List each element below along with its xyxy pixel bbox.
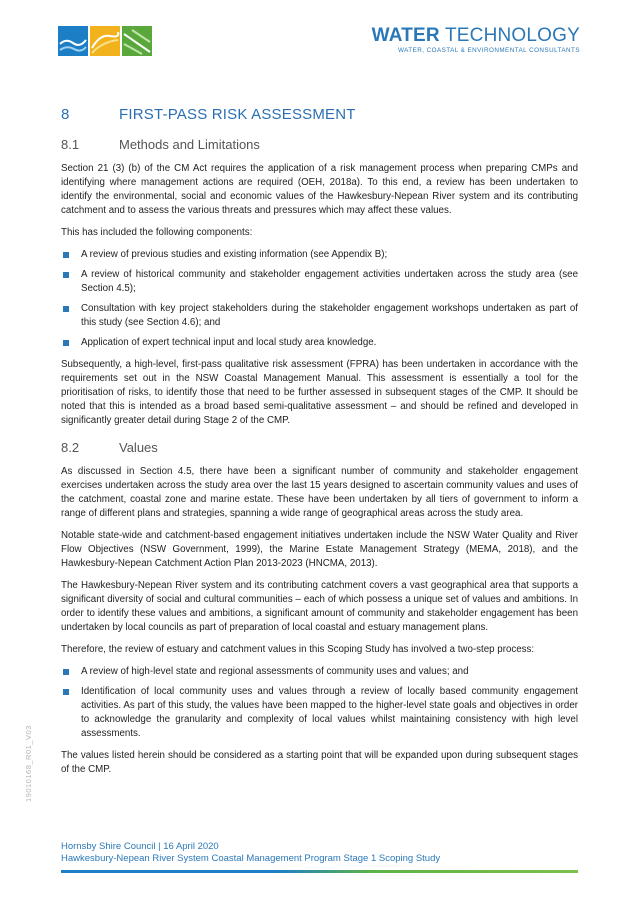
list-item-text: A review of previous studies and existing information (see Appendix B); bbox=[81, 249, 388, 260]
list-item bbox=[61, 302, 578, 330]
list-item-text: A review of high-level state and regional assessments of community uses and values; and bbox=[81, 666, 469, 677]
paragraph: Therefore, the review of estuary and catchment values in this Scoping Study has involved a two-step process: bbox=[61, 644, 535, 655]
subsection-heading-methods bbox=[61, 137, 578, 152]
square-bullet-icon bbox=[63, 306, 69, 312]
brand-name-bold: WATER bbox=[371, 25, 440, 46]
water-technology-logo bbox=[372, 26, 580, 54]
page-footer bbox=[61, 841, 440, 864]
paragraph: Section 21 (3) (b) of the CM Act requires the application of a risk management process when preparing CMPs and identifying where management actions are required (OEH, 2018a). To this end, a review has been undertaken to identify the environmental, social and economic values of the Hawkesbury-Nepean River system and its contributing catchment and to assess the various threats and pressures which may affect these values. bbox=[61, 163, 578, 216]
paragraph: The Hawkesbury-Nepean River system and its contributing catchment covers a vast geographical area that supports a significant diversity of social and cultural communities – each of which possess a unique set of values and ambitions. In order to identify these values and ambitions, a significant amount of community and stakeholder engagement has been undertaken by local councils as part of preparation of local coastal and estuary management plans. bbox=[61, 580, 578, 633]
brand-tagline: WATER, COASTAL & ENVIRONMENTAL CONSULTANTS bbox=[397, 47, 580, 54]
list-item-text: Identification of local community uses and values through a review of locally based community engagement activities. As part of this study, the values have been mapped to the higher-level state goals and objectives in order to acknowledge the granularity and complexity of local values whilst maintaining consistency with high level assessments. bbox=[81, 686, 578, 739]
list-item-text: A review of historical community and stakeholder engagement activities undertaken across the study area (see Section 4.5); bbox=[81, 269, 578, 294]
subsection-number: 8.2 bbox=[61, 440, 80, 455]
list-item bbox=[61, 336, 578, 350]
footer-line-project: Hawkesbury-Nepean River System Coastal Management Program Stage 1 Scoping Study bbox=[61, 852, 441, 864]
brand-name bbox=[372, 26, 580, 46]
page-content bbox=[61, 106, 578, 785]
brand-name-light: TECHNOLOGY bbox=[439, 25, 580, 46]
bullet-list bbox=[61, 665, 578, 741]
paragraph: As discussed in Section 4.5, there have been a significant number of community and stakeholder engagement exercises undertaken across the study area over the last 15 years designed to ascertain community values and uses of the catchment, coastal zone and marine estate. These have been undertaken by all tiers of government to inform a range of different plans and strategies, spanning a wide range of geographical areas across the study area. bbox=[61, 466, 578, 519]
subsection-title: Values bbox=[119, 440, 158, 455]
section-number: 8 bbox=[61, 106, 70, 123]
paragraph: Subsequently, a high-level, first-pass qualitative risk assessment (FPRA) has been undertaken in accordance with the requirements set out in the NSW Coastal Management Manual. This assessment is essentially a tool for the prioritisation of risks, to identify those that need to be further assessed in subsequent stages of the CMP. It should be noted that this is intended as a broad based semi-qualitative assessment – and should be refined and developed in significantly greater detail during Stage 2 of the CMP. bbox=[61, 359, 578, 426]
paragraph: This has included the following components: bbox=[61, 227, 253, 238]
section-title: FIRST-PASS RISK ASSESSMENT bbox=[119, 106, 356, 123]
square-bullet-icon bbox=[63, 272, 69, 278]
paragraph: Notable state-wide and catchment-based engagement initiatives undertaken include the NSW Water Quality and River Flow Objectives (NSW Government, 1999), the Marine Estate Management Strategy (MEMA, 2018), and the Hawkesbury-Nepean Catchment Action Plan 2013-2023 (HNCMA, 2013). bbox=[61, 530, 578, 569]
square-bullet-icon bbox=[63, 669, 69, 675]
square-bullet-icon bbox=[63, 340, 69, 346]
footer-line-client: Hornsby Shire Council | 16 April 2020 bbox=[61, 841, 219, 852]
list-item bbox=[61, 268, 578, 296]
list-item bbox=[61, 665, 578, 679]
subsection-title: Methods and Limitations bbox=[119, 137, 260, 152]
square-bullet-icon bbox=[63, 252, 69, 258]
paragraph: The values listed herein should be considered as a starting point that will be expanded upon during subsequent stages of the CMP. bbox=[61, 750, 578, 775]
list-item bbox=[61, 248, 578, 262]
bullet-list bbox=[61, 248, 578, 350]
section-heading bbox=[61, 106, 578, 123]
document-code: 19010168_R01_V03 bbox=[24, 725, 33, 802]
footer-rule bbox=[61, 870, 578, 873]
subsection-heading-values bbox=[61, 440, 578, 455]
subsection-number: 8.1 bbox=[61, 137, 80, 152]
list-item-text: Application of expert technical input and local study area knowledge. bbox=[81, 337, 377, 348]
list-item-text: Consultation with key project stakeholders during the stakeholder engagement workshops undertaken as part of this study (see Section 4.6); and bbox=[81, 303, 578, 328]
water-technology-logo-mark bbox=[58, 26, 152, 56]
list-item bbox=[61, 685, 578, 741]
square-bullet-icon bbox=[63, 689, 69, 695]
